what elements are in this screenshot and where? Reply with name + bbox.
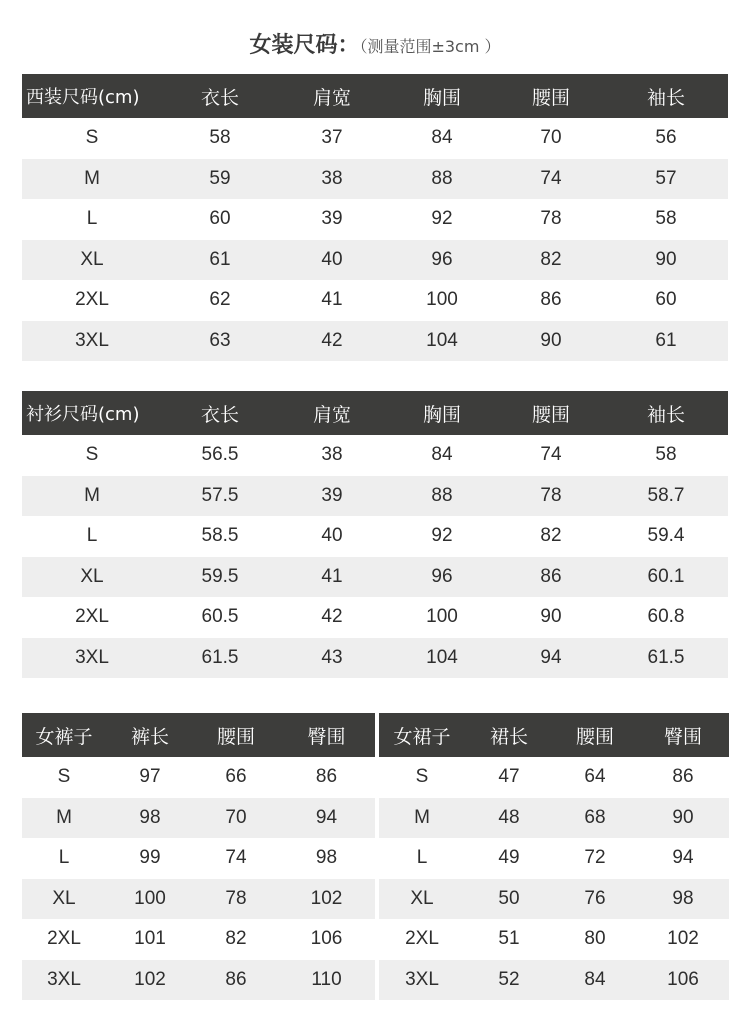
measurement-cell: 100 [386,280,498,321]
table-row [22,879,375,920]
measurement-cell: 59.5 [162,557,278,598]
measurement-cell: 96 [386,240,498,281]
measurement-cell: 88 [386,159,498,200]
title-main: 女装尺码： [249,33,360,58]
measurement-cell: 70 [194,798,278,839]
size-label-cell: L [379,838,465,879]
size-label-cell: 3XL [22,638,162,679]
table-row [22,118,728,159]
size-label-cell: M [379,798,465,839]
measurement-cell: 92 [386,199,498,240]
size-label-cell: 2XL [22,280,162,321]
measurement-cell: 39 [278,476,386,517]
size-label-cell: 3XL [22,960,106,1001]
measurement-cell: 66 [194,757,278,798]
column-header-size: 女裙子 [379,713,465,757]
measurement-cell: 102 [106,960,194,1001]
measurement-cell: 82 [194,919,278,960]
measurement-cell: 61 [162,240,278,281]
table-row [22,638,728,679]
measurement-cell: 74 [498,159,604,200]
measurement-cell: 56 [604,118,728,159]
measurement-cell: 100 [106,879,194,920]
column-header: 腰围 [194,713,278,757]
measurement-cell: 40 [278,516,386,557]
measurement-cell: 38 [278,435,386,476]
table-row [22,919,375,960]
table-row [22,199,728,240]
table-row [22,516,728,557]
size-label-cell: 2XL [379,919,465,960]
measurement-cell: 48 [465,798,553,839]
shirt-size-table [22,391,728,678]
table-row [22,476,728,517]
column-header: 腰围 [498,391,604,435]
measurement-cell: 43 [278,638,386,679]
measurement-cell: 37 [278,118,386,159]
measurement-cell: 106 [637,960,729,1001]
size-label-cell: XL [22,879,106,920]
measurement-cell: 86 [637,757,729,798]
column-header: 袖长 [604,391,728,435]
header-row [379,713,729,757]
measurement-cell: 86 [278,757,375,798]
table-row [379,879,729,920]
measurement-cell: 60 [604,280,728,321]
measurement-cell: 61.5 [162,638,278,679]
measurement-cell: 56.5 [162,435,278,476]
size-label-cell: S [379,757,465,798]
measurement-cell: 59 [162,159,278,200]
size-label-cell: M [22,159,162,200]
size-label-cell: XL [379,879,465,920]
column-header: 衣长 [162,74,278,118]
measurement-cell: 100 [386,597,498,638]
measurement-cell: 94 [498,638,604,679]
header-row [22,74,728,118]
measurement-cell: 39 [278,199,386,240]
measurement-cell: 82 [498,516,604,557]
size-label-cell: 2XL [22,597,162,638]
table-row [379,798,729,839]
measurement-cell: 63 [162,321,278,362]
size-label-cell: S [22,757,106,798]
size-label-cell: 3XL [22,321,162,362]
measurement-cell: 84 [553,960,637,1001]
measurement-cell: 84 [386,118,498,159]
size-label-cell: L [22,838,106,879]
measurement-cell: 42 [278,597,386,638]
table-row [22,838,375,879]
measurement-cell: 82 [498,240,604,281]
table-row [379,757,729,798]
column-header: 衣长 [162,391,278,435]
measurement-cell: 38 [278,159,386,200]
measurement-cell: 51 [465,919,553,960]
measurement-cell: 86 [498,557,604,598]
measurement-cell: 84 [386,435,498,476]
measurement-cell: 49 [465,838,553,879]
size-label-cell: M [22,798,106,839]
measurement-cell: 94 [278,798,375,839]
header-row [22,391,728,435]
size-label-cell: S [22,118,162,159]
measurement-cell: 58 [604,435,728,476]
measurement-cell: 102 [637,919,729,960]
measurement-cell: 90 [498,597,604,638]
measurement-cell: 101 [106,919,194,960]
table-row [22,960,375,1001]
measurement-cell: 98 [278,838,375,879]
column-header: 肩宽 [278,391,386,435]
measurement-cell: 76 [553,879,637,920]
measurement-cell: 98 [637,879,729,920]
measurement-cell: 102 [278,879,375,920]
column-header: 臀围 [278,713,375,757]
suit-size-table [22,74,728,361]
measurement-cell: 97 [106,757,194,798]
measurement-cell: 104 [386,321,498,362]
measurement-cell: 88 [386,476,498,517]
measurement-cell: 60.5 [162,597,278,638]
measurement-cell: 64 [553,757,637,798]
table-row [22,435,728,476]
measurement-cell: 60.8 [604,597,728,638]
measurement-cell: 80 [553,919,637,960]
measurement-cell: 60 [162,199,278,240]
measurement-cell: 70 [498,118,604,159]
table-row [22,280,728,321]
page-title [0,28,750,59]
table-row [22,240,728,281]
measurement-cell: 50 [465,879,553,920]
measurement-cell: 57.5 [162,476,278,517]
measurement-cell: 90 [604,240,728,281]
measurement-cell: 90 [637,798,729,839]
measurement-cell: 58 [162,118,278,159]
title-measurement-note: （测量范围±3cm ） [359,37,501,56]
measurement-cell: 58.5 [162,516,278,557]
table-row [22,159,728,200]
column-header: 胸围 [386,74,498,118]
column-header: 裤长 [106,713,194,757]
measurement-cell: 58 [604,199,728,240]
measurement-cell: 78 [194,879,278,920]
measurement-cell: 86 [194,960,278,1001]
measurement-cell: 92 [386,516,498,557]
column-header-size: 衬衫尺码(cm) [22,391,162,435]
measurement-cell: 78 [498,476,604,517]
measurement-cell: 74 [498,435,604,476]
measurement-cell: 90 [498,321,604,362]
measurement-cell: 106 [278,919,375,960]
measurement-cell: 58.7 [604,476,728,517]
measurement-cell: 68 [553,798,637,839]
size-label-cell: XL [22,240,162,281]
measurement-cell: 40 [278,240,386,281]
measurement-cell: 61 [604,321,728,362]
measurement-cell: 60.1 [604,557,728,598]
measurement-cell: 110 [278,960,375,1001]
table-row [22,557,728,598]
measurement-cell: 74 [194,838,278,879]
table-row [22,597,728,638]
table-row [22,757,375,798]
measurement-cell: 42 [278,321,386,362]
measurement-cell: 41 [278,557,386,598]
size-label-cell: L [22,516,162,557]
column-header: 裙长 [465,713,553,757]
size-label-cell: XL [22,557,162,598]
measurement-cell: 61.5 [604,638,728,679]
table-row [22,321,728,362]
column-header: 袖长 [604,74,728,118]
measurement-cell: 94 [637,838,729,879]
size-label-cell: 3XL [379,960,465,1001]
column-header: 腰围 [553,713,637,757]
size-label-cell: M [22,476,162,517]
measurement-cell: 72 [553,838,637,879]
measurement-cell: 104 [386,638,498,679]
column-header-size: 女裤子 [22,713,106,757]
measurement-cell: 57 [604,159,728,200]
pants-size-table [22,713,375,1000]
header-row [22,713,375,757]
column-header: 臀围 [637,713,729,757]
measurement-cell: 78 [498,199,604,240]
measurement-cell: 52 [465,960,553,1001]
table-row [379,960,729,1001]
measurement-cell: 62 [162,280,278,321]
column-header-size: 西装尺码(cm) [22,74,162,118]
table-row [379,838,729,879]
measurement-cell: 59.4 [604,516,728,557]
size-label-cell: 2XL [22,919,106,960]
measurement-cell: 98 [106,798,194,839]
size-label-cell: L [22,199,162,240]
column-header: 胸围 [386,391,498,435]
measurement-cell: 99 [106,838,194,879]
measurement-cell: 86 [498,280,604,321]
measurement-cell: 47 [465,757,553,798]
measurement-cell: 96 [386,557,498,598]
skirt-size-table [379,713,729,1000]
table-row [22,798,375,839]
size-label-cell: S [22,435,162,476]
column-header: 肩宽 [278,74,386,118]
measurement-cell: 41 [278,280,386,321]
table-row [379,919,729,960]
column-header: 腰围 [498,74,604,118]
